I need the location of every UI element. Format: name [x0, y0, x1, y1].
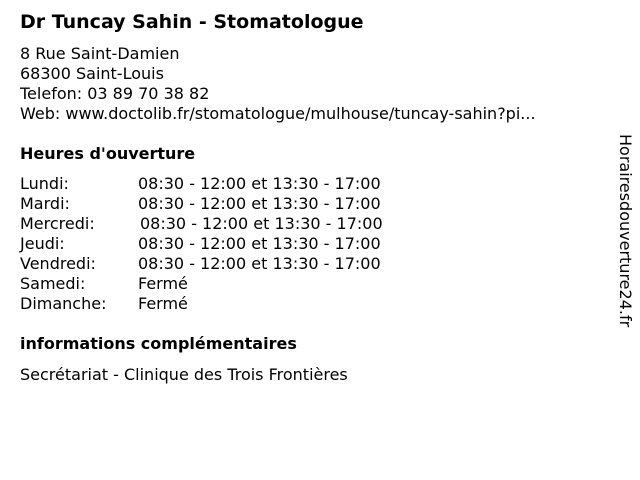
- hours-time: Fermé: [138, 274, 188, 293]
- hours-time: 08:30 - 12:00 et 13:30 - 17:00: [138, 254, 381, 273]
- address-block: [20, 44, 536, 124]
- additional-info-text: Secrétariat - Clinique des Trois Frontières: [20, 365, 348, 384]
- hours-time: Fermé: [138, 294, 188, 313]
- additional-info-heading: informations complémentaires: [20, 334, 297, 353]
- opening-hours-heading: Heures d'ouverture: [20, 144, 196, 163]
- hours-day: Mercredi:: [20, 214, 95, 233]
- hours-time: 08:30 - 12:00 et 13:30 - 17:00: [138, 234, 381, 253]
- hours-day: Mardi:: [20, 194, 70, 213]
- watermark: [612, 134, 636, 374]
- address-city: 68300 Saint-Louis: [20, 64, 164, 83]
- hours-time: 08:30 - 12:00 et 13:30 - 17:00: [138, 194, 381, 213]
- hours-day: Jeudi:: [20, 234, 65, 253]
- watermark-text: Horairesdouverture24.fr: [616, 134, 635, 328]
- website-link: Web: www.doctolib.fr/stomatologue/mulhouse/tuncay-sahin?pi...: [20, 104, 536, 123]
- page-title: Dr Tuncay Sahin - Stomatologue: [20, 11, 364, 33]
- hours-day: Samedi:: [20, 274, 86, 293]
- phone-number: Telefon: 03 89 70 38 82: [20, 84, 210, 103]
- hours-time: 08:30 - 12:00 et 13:30 - 17:00: [140, 214, 383, 233]
- hours-time: 08:30 - 12:00 et 13:30 - 17:00: [138, 174, 381, 193]
- address-street: 8 Rue Saint-Damien: [20, 44, 180, 63]
- hours-day: Dimanche:: [20, 294, 107, 313]
- hours-day: Vendredi:: [20, 254, 96, 273]
- hours-day: Lundi:: [20, 174, 69, 193]
